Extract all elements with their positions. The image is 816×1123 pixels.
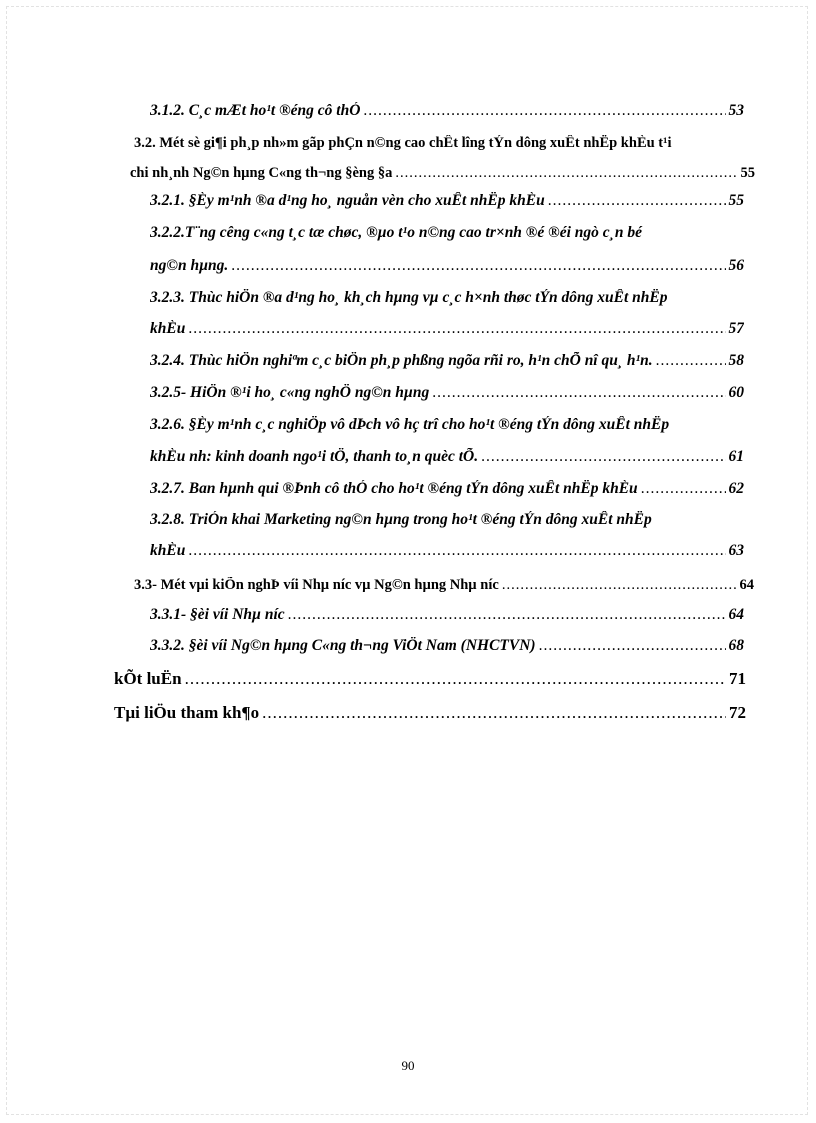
toc-entry-3-3-1[interactable]: [150, 606, 744, 624]
toc-leader: [395, 165, 737, 182]
toc-title: khÈu: [150, 320, 186, 337]
toc-leader: [185, 669, 726, 689]
toc-title: 3.2.3. Thùc hiÖn ®a d¹ng ho¸ kh¸ch hµng vµ c¸c h×nh thøc tÝn dông xuÊt nhËp: [150, 289, 668, 306]
toc-leader: [231, 257, 725, 275]
toc-page: 63: [728, 542, 744, 559]
toc-entry-3-2-8-line2[interactable]: [150, 542, 744, 560]
toc-page: 58: [728, 352, 744, 369]
toc-leader: [288, 606, 726, 624]
toc-leader: [481, 448, 725, 466]
toc-title: khÈu nh: kinh doanh ngo¹i tÖ, thanh to¸n quèc tÕ.: [150, 448, 479, 465]
toc-title: ng©n hµng.: [150, 257, 229, 274]
toc-leader: [502, 577, 737, 594]
toc-leader: [548, 192, 726, 210]
toc-title: 3.2.1. §Èy m¹nh ®a d¹ng ho¸ nguån vèn cho xuÊt nhËp khÈu: [150, 192, 545, 209]
toc-page: 53: [728, 102, 744, 119]
toc-entry-3-2-7[interactable]: [150, 480, 744, 498]
toc-entry-3-2-1[interactable]: [150, 192, 744, 210]
toc-entry-3-3-2[interactable]: [150, 637, 744, 655]
toc-entry-3-1-2[interactable]: [150, 102, 744, 120]
toc-title: 3.2.7. Ban hµnh qui ®Þnh cô thÓ cho ho¹t ®éng tÝn dông xuÊt nhËp khÈu: [150, 480, 638, 497]
toc-leader: [432, 384, 725, 402]
toc-entry-3-2-2-line1[interactable]: [150, 224, 744, 242]
toc-title: 3.3.2. §èi víi Ng©n hµng C«ng th¬ng ViÖt Nam (NHCTVN): [150, 637, 536, 654]
toc-leader: [363, 102, 725, 120]
toc-title: 3.2.8. TriÓn khai Marketing ng©n hµng trong ho¹t ®éng tÝn dông xuÊt nhËp: [150, 511, 652, 528]
toc-leader: [262, 703, 726, 723]
toc-page: 62: [728, 480, 744, 497]
toc-page: 61: [728, 448, 744, 465]
toc-entry-ket-luan[interactable]: [114, 669, 746, 689]
toc-entry-3-3[interactable]: [134, 577, 754, 594]
toc-title: 3.2. Mét sè gi¶i ph¸p nh»m gãp phÇn n©ng cao chÊt lîng tÝn dông xuÊt nhËp khÈu t¹i: [134, 135, 672, 151]
toc-title: 3.2.2.T¨ng cêng c«ng t¸c tæ chøc, ®µo t¹o n©ng cao tr×nh ®é ®éi ngò c¸n bé: [150, 224, 642, 241]
toc-title: 3.2.6. §Èy m¹nh c¸c nghiÖp vô dÞch vô hç trî cho ho¹t ®éng tÝn dông xuÊt nhËp: [150, 416, 670, 433]
toc-entry-3-2-4[interactable]: [150, 352, 744, 370]
toc-entry-3-2-6-line2[interactable]: [150, 448, 744, 466]
toc-page: 71: [729, 669, 746, 688]
toc-title: chi nh¸nh Ng©n hµng C«ng th¬ng §èng §a: [130, 165, 393, 181]
toc-page: 56: [728, 257, 744, 274]
toc-title: 3.3- Mét vµi kiÕn nghÞ víi Nhµ níc vµ Ng©n hµng Nhµ níc: [134, 577, 499, 593]
toc-entry-3-2-5[interactable]: [150, 384, 744, 402]
toc-leader: [539, 637, 726, 655]
toc-page: 55: [728, 192, 744, 209]
page-number: 90: [401, 1058, 415, 1073]
toc-title: 3.2.5- HiÖn ®¹i ho¸ c«ng nghÖ ng©n hµng: [150, 384, 430, 401]
toc-title: 3.3.1- §èi víi Nhµ níc: [150, 606, 285, 623]
toc-entry-tai-lieu[interactable]: [114, 703, 746, 723]
toc-entry-3-2-3-line1[interactable]: [150, 289, 744, 307]
toc-page: 72: [729, 703, 746, 722]
toc-entry-3-2-2-line2[interactable]: [150, 257, 744, 275]
toc-leader: [188, 320, 725, 338]
toc-leader: [641, 480, 726, 498]
toc-title: 3.1.2. C¸c mÆt ho¹t ®éng cô thÓ: [150, 102, 361, 119]
toc-title: Tµi liÖu tham kh¶o: [114, 703, 260, 722]
toc-leader: [188, 542, 725, 560]
toc-page: 64: [728, 606, 744, 623]
toc-entry-3-2-3-line2[interactable]: [150, 320, 744, 338]
toc-title: khÈu: [150, 542, 186, 559]
toc-entry-3-2-8-line1[interactable]: [150, 511, 744, 529]
toc-entry-3-2-line2[interactable]: [130, 165, 755, 182]
toc-entry-3-2-line1[interactable]: [134, 135, 754, 152]
toc-leader: [656, 352, 726, 370]
toc-entry-3-2-6-line1[interactable]: [150, 416, 744, 434]
toc-page: 64: [739, 577, 754, 593]
toc-page: 68: [728, 637, 744, 654]
toc-title: 3.2.4. Thùc hiÖn nghiªm c¸c biÖn ph¸p phßng ngõa rñi ro, h¹n chÕ nî qu¸ h¹n.: [150, 352, 653, 369]
toc-title: kÕt luËn: [114, 669, 182, 688]
toc-page: 60: [728, 384, 744, 401]
toc-page: 57: [728, 320, 744, 337]
toc-page: 55: [740, 165, 755, 181]
